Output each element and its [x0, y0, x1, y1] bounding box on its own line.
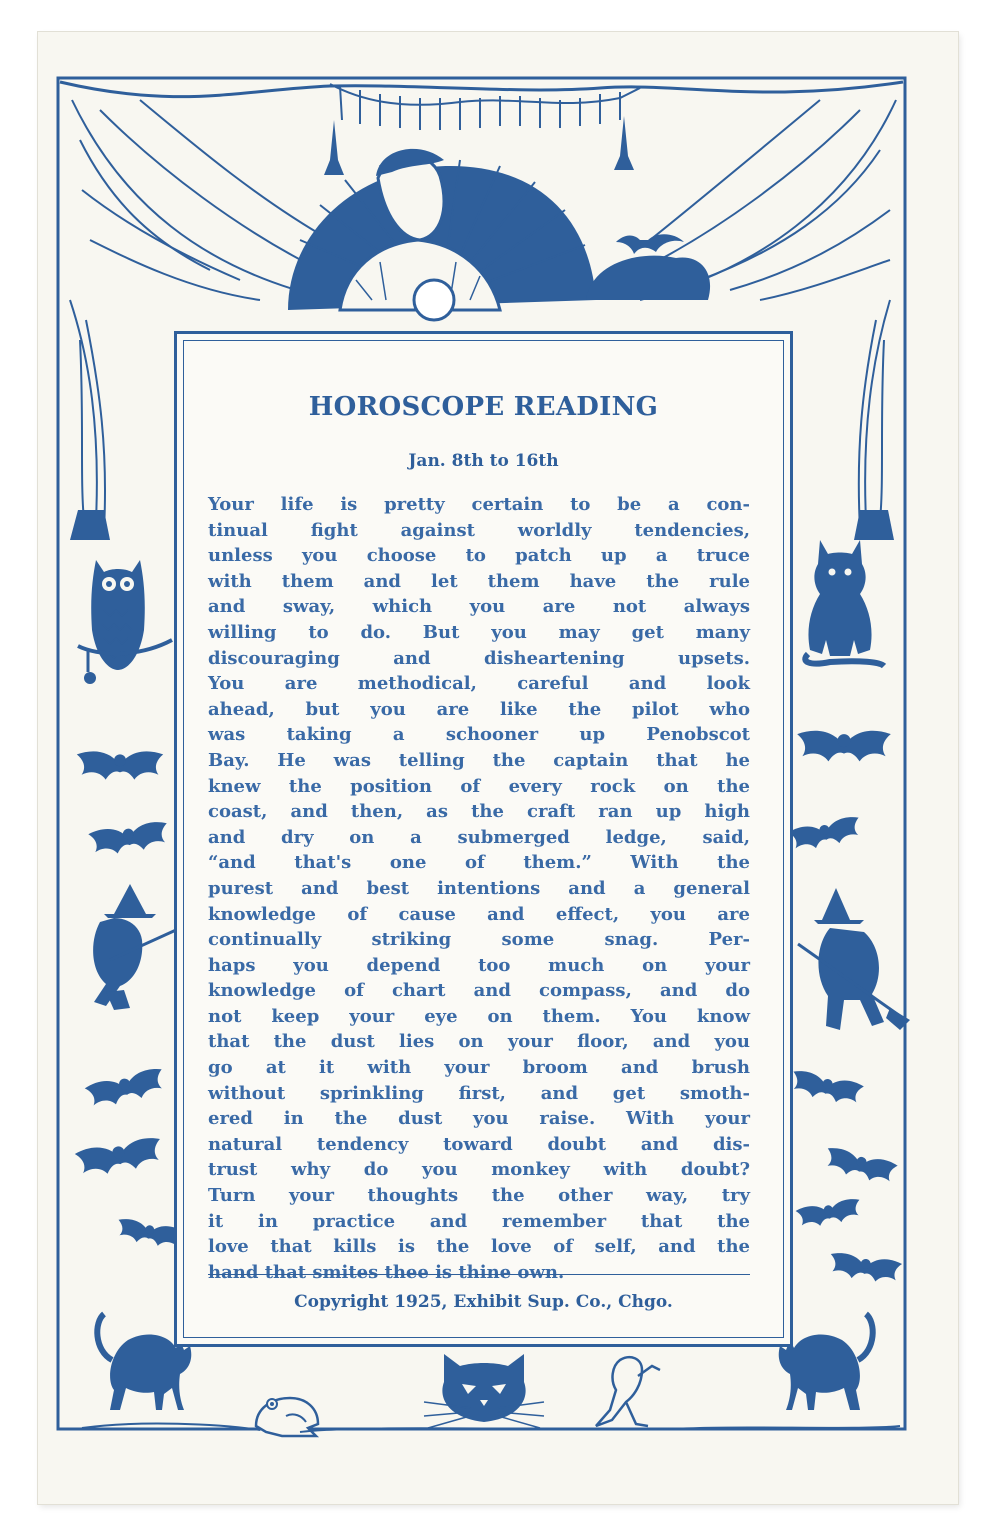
bat-icon [84, 1066, 167, 1110]
bat-icon [795, 1197, 862, 1229]
bat-icon [74, 1136, 164, 1179]
page-title: HOROSCOPE READING [308, 392, 659, 422]
text-line: discouraging and disheartening upsets. [208, 647, 750, 669]
text-line: Turn your thoughts the other way, try [208, 1185, 750, 1207]
horoscope-text [208, 492, 750, 1285]
text-line: hand that smites thee is thine own. [208, 1261, 565, 1283]
text-line: knowledge of cause and effect, you are [208, 903, 750, 925]
text-line: unless you choose to patch up a truce [208, 545, 750, 567]
text-line: knew the position of every rock on the [208, 775, 750, 797]
text-line: coast, and then, as the craft ran up high [208, 801, 750, 823]
bat-icon [828, 1251, 903, 1284]
date-range: Jan. 8th to 16th [408, 451, 559, 471]
frog-icon [596, 1357, 660, 1426]
text-line: Your life is pretty certain to be a con- [208, 494, 750, 515]
copyright-notice: Copyright 1925, Exhibit Sup. Co., Chgo. [294, 1292, 673, 1312]
text-line: “and that's one of them.” With the [208, 852, 750, 874]
text-line: willing to do. But you may get many [208, 621, 750, 643]
text-line: without sprinkling first, and get smoth- [208, 1082, 750, 1104]
text-line: with them and let them have the rule [208, 570, 750, 592]
black-cat-icon [805, 540, 884, 666]
divider [208, 1274, 750, 1275]
bat-icon [823, 1146, 899, 1186]
witch-on-broom-icon [798, 888, 910, 1030]
text-line: natural tendency toward doubt and dis- [208, 1133, 750, 1155]
text-line: You are methodical, careful and look [208, 673, 750, 695]
text-line: not keep your eye on them. You know [208, 1005, 750, 1027]
text-line: continually striking some snag. Per- [208, 929, 750, 951]
text-line: that the dust lies on your floor, and you [208, 1031, 750, 1053]
bat-icon [77, 751, 163, 779]
reading-panel [174, 331, 793, 1347]
owl-icon [78, 560, 172, 684]
cat-face-icon [424, 1354, 544, 1428]
text-line: love that kills is the love of self, and the [208, 1236, 750, 1258]
bat-icon [115, 1217, 182, 1249]
bat-icon [797, 731, 891, 762]
text-line: and dry on a submerged ledge, said, [208, 826, 750, 848]
witch-on-broom-icon [93, 884, 176, 1010]
text-line: haps you depend too much on your [208, 954, 750, 976]
bat-icon [788, 815, 863, 853]
text-line: knowledge of chart and compass, and do [208, 980, 750, 1002]
bat-icon [789, 1069, 864, 1107]
crystal-ball-icon [414, 280, 454, 320]
text-line: and sway, which you are not always [208, 596, 750, 618]
text-line: purest and best intentions and a general [208, 877, 750, 899]
text-line: Bay. He was telling the captain that he [208, 749, 750, 771]
text-line: was taking a schooner up Penobscot [208, 724, 750, 746]
bat-icon [88, 820, 170, 857]
text-line: ahead, but you are like the pilot who [208, 698, 750, 720]
fortune-teller-icon [288, 149, 710, 320]
text-line: tinual fight against worldly tendencies, [208, 519, 750, 541]
text-line: go at it with your broom and brush [208, 1057, 750, 1079]
text-line: trust why do you monkey with doubt? [208, 1159, 750, 1181]
text-line: it in practice and remember that the [208, 1210, 750, 1232]
text-line: ered in the dust you raise. With your [208, 1108, 750, 1130]
